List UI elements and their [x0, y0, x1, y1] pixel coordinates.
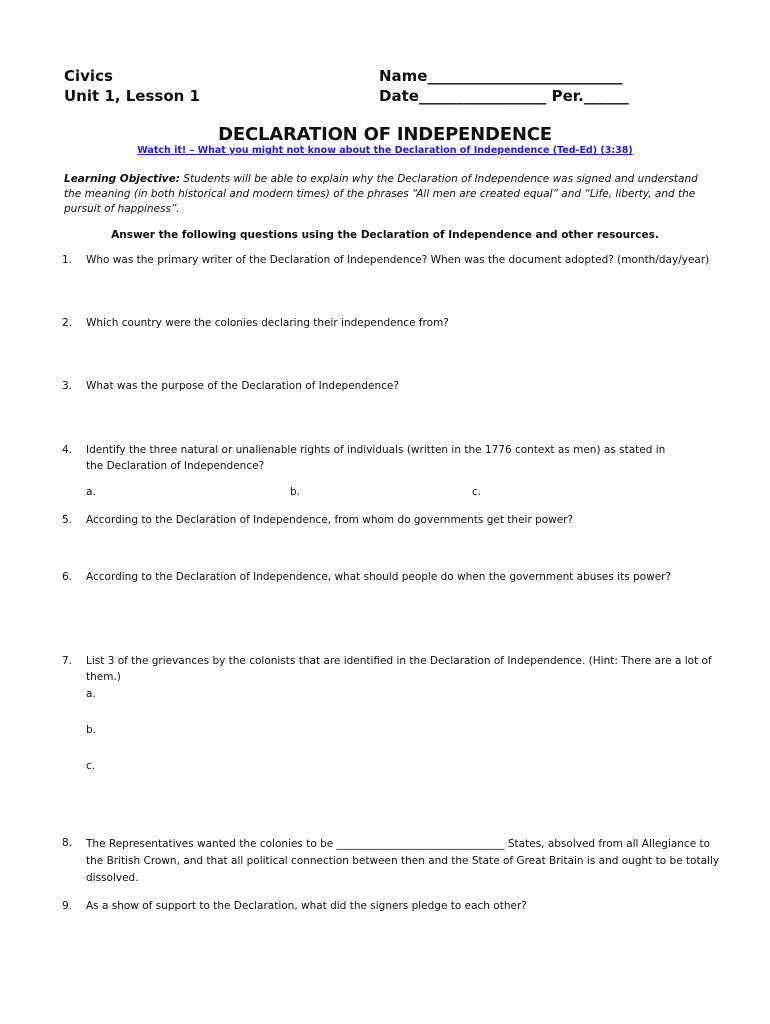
question-number: 7. [62, 655, 73, 667]
question-text: Identify the three natural or unalienable rights of individuals (written in the 1776 context as men) as stated in the Declaration of Independence? [86, 444, 666, 472]
question-text: According to the Declaration of Independence, what should people do when the government abuses its power? [86, 571, 672, 583]
instructions: Answer the following questions using the Declaration of Independence and other resources. [111, 229, 659, 241]
learning-objective-label: Learning Objective: [64, 173, 180, 185]
date-period-field[interactable]: Date_________________ Per.______ [379, 87, 629, 105]
answer-option-b: b. [86, 724, 97, 736]
question-text: What was the purpose of the Declaration of Independence? [86, 380, 399, 392]
page-title: DECLARATION OF INDEPENDENCE [218, 124, 552, 145]
question-number: 9. [62, 900, 73, 912]
answer-option-a: a. [86, 688, 96, 700]
course-label: Civics [64, 67, 113, 85]
question-text: As a show of support to the Declaration, what did the signers pledge to each other? [86, 900, 527, 912]
question-number: 5. [62, 514, 73, 526]
watch-video-link[interactable]: Watch it! – What you might not know about the Declaration of Independence (Ted-Ed) (3:38) [137, 145, 633, 156]
question-number: 3. [62, 380, 73, 392]
question-text: List 3 of the grievances by the colonists that are identified in the Declaration of Independence. (Hint: There are a lot of them.) [86, 655, 712, 683]
unit-label: Unit 1, Lesson 1 [64, 87, 200, 105]
question-number: 8. [62, 837, 73, 849]
question-number: 6. [62, 571, 73, 583]
answer-option-b: b. [290, 486, 301, 498]
question-number: 4. [62, 444, 73, 456]
learning-objective [64, 172, 714, 217]
question-number: 2. [62, 317, 73, 329]
question-text: The Representatives wanted the colonies to be ________________________________ States, absolved from all Allegiance to the British Crown, and that all political connection between then and the State of Great Britain is and ought to be totally dissolved. [86, 838, 720, 884]
answer-option-a: a. [86, 486, 96, 498]
question-text: According to the Declaration of Independence, from whom do governments get their power? [86, 514, 574, 526]
question-number: 1. [62, 254, 73, 266]
question-text: Which country were the colonies declaring their independence from? [86, 317, 449, 329]
learning-objective-text: Students will be able to explain why the Declaration of Independence was signed and understand the meaning (in both historical and modern times) of the phrases “All men are created equal” and “Life, liberty, and the pursuit of happiness”. [64, 173, 698, 215]
name-field[interactable]: Name__________________________ [379, 67, 623, 85]
answer-option-c: c. [472, 486, 482, 498]
question-text: Who was the primary writer of the Declaration of Independence? When was the document adopted? (month/day/year) [86, 254, 710, 266]
answer-option-c: c. [86, 760, 96, 772]
